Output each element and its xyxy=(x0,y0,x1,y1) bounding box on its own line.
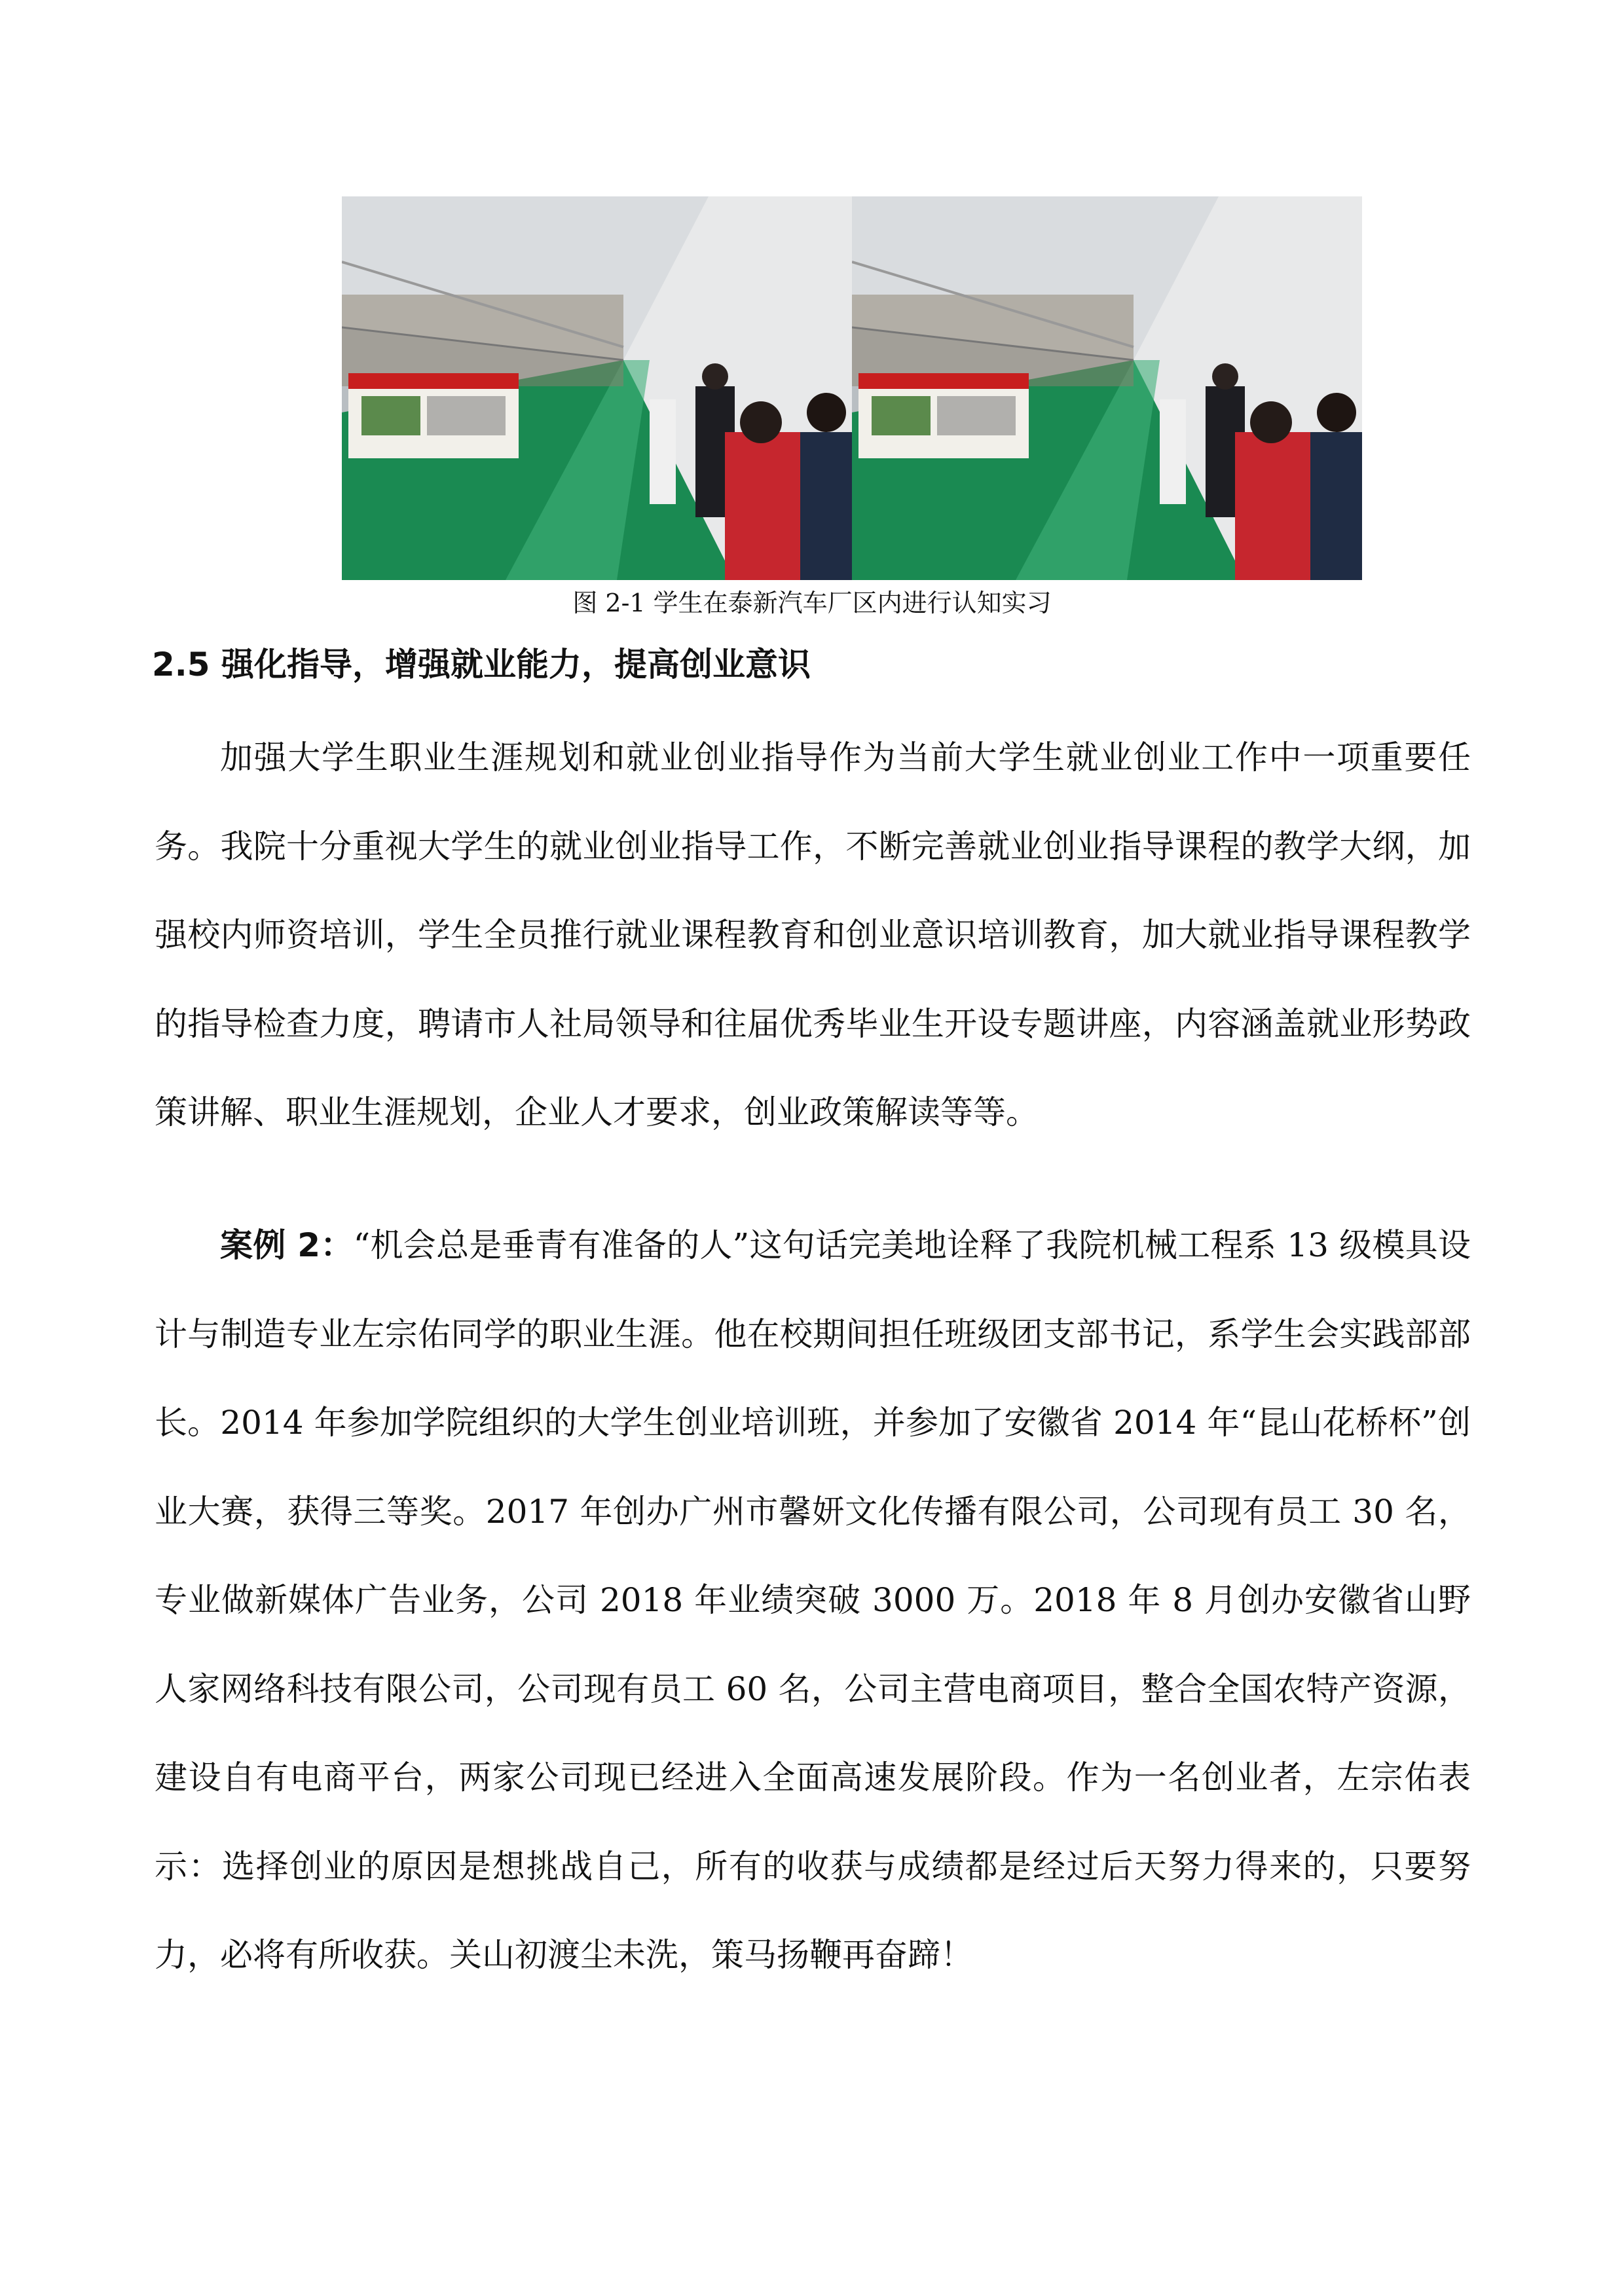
paragraph-guidance: 加强大学生职业生涯规划和就业创业指导作为当前大学生就业创业工作中一项重要任务。我院十分重视大学生的就业创业指导工作，不断完善就业创业指导课程的教学大纲，加强校内师资培训，学生全员推行就业课程教育和创业意识培训教育，加大就业指导课程教学的指导检查力度，聘请市人社局领导和往届优秀毕业生开设专题讲座，内容涵盖就业形势政策讲解、职业生涯规划，企业人才要求，创业政策解读等等。 xyxy=(155,738,1471,1131)
case-text: “机会总是垂青有准备的人”这句话完美地诠释了我院机械工程系 13 级模具设计与制造专业左宗佑同学的职业生涯。他在校期间担任班级团支部书记，系学生会实践部部长。2014 年参加学院组织的大学生创业培训班，并参加了安徽省 2014 年“昆山花桥杯”创业大赛，获得三等奖。2017 年创办广州市馨妍文化传播有限公司，公司现有员工 30 名，专业做新媒体广告业务，公司 2018 年业绩突破 3000 万。2018 年 8 月创办安徽省山野人家网络科技有限公司，公司现有员工 60 名，公司主营电商项目，整合全国农特产资源，建设自有电商平台，两家公司现已经进入全面高速发展阶段。作为一名创业者，左宗佑表示：选择创业的原因是想挑战自己，所有的收获与成绩都是经过后天努力得来的，只要努力，必将有所收获。关山初渡尘未洗，策马扬鞭再奋蹄！ xyxy=(155,1226,1471,1974)
figure-photos xyxy=(342,196,1362,580)
case-label: 案例 2： xyxy=(220,1226,354,1264)
figure-caption: 图 2-1 学生在泰新汽车厂区内进行认知实习 xyxy=(572,589,1052,617)
factory-photo-left xyxy=(342,196,852,580)
factory-photo-icon xyxy=(852,196,1362,580)
factory-photo-icon xyxy=(342,196,852,580)
paragraph-case-study xyxy=(155,1201,1471,2000)
section-heading: 2.5 强化指导，增强就业能力，提高创业意识 xyxy=(152,646,811,683)
factory-photo-right xyxy=(852,196,1362,580)
